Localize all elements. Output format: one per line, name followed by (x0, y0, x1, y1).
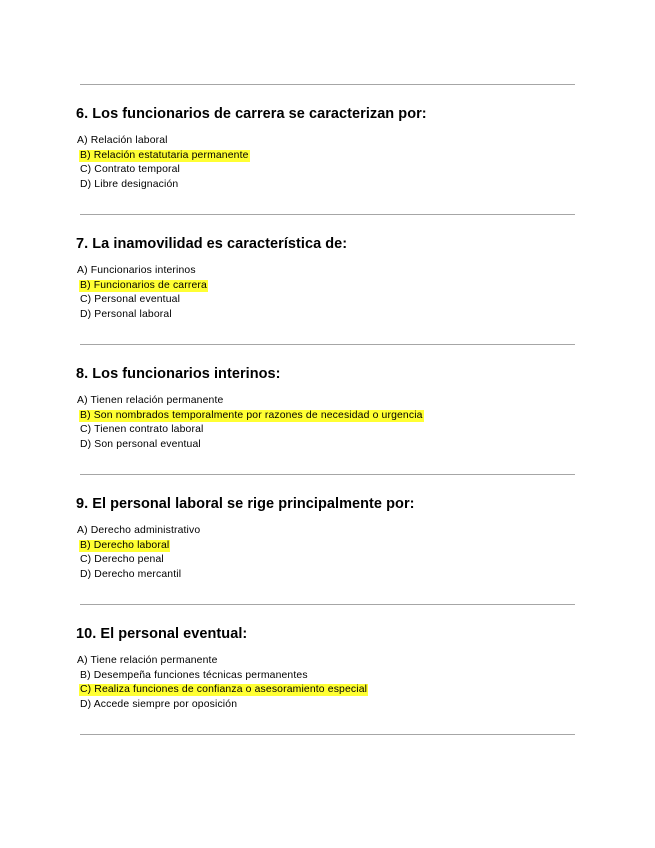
question-7 (76, 235, 596, 322)
option-d: D) Son personal eventual (80, 438, 201, 450)
divider (80, 474, 575, 475)
option-d: D) Personal laboral (80, 308, 172, 320)
option-a: A) Tiene relación permanente (77, 655, 218, 666)
option-list (76, 264, 596, 322)
option-list (76, 394, 596, 452)
question-6 (76, 105, 596, 192)
question-title: 9. El personal laboral se rige principalmente por: (76, 496, 415, 512)
option-c: C) Derecho penal (80, 554, 164, 565)
option-b-correct: B) Funcionarios de carrera (80, 279, 207, 291)
option-list (76, 524, 596, 582)
question-title: 6. Los funcionarios de carrera se caracterizan por: (76, 106, 427, 122)
question-title: 10. El personal eventual: (76, 626, 248, 642)
option-list (76, 134, 596, 192)
option-b-correct: B) Relación estatutaria permanente (80, 149, 249, 161)
option-d: D) Accede siempre por oposición (80, 698, 238, 710)
option-b-correct: B) Derecho laboral (80, 539, 170, 551)
option-c: C) Personal eventual (80, 294, 181, 305)
option-b: B) Desempeña funciones técnicas permanentes (80, 669, 308, 681)
option-c-correct: C) Realiza funciones de confianza o asesoramiento especial (80, 684, 368, 695)
option-c: C) Tienen contrato laboral (80, 424, 204, 435)
question-title: 7. La inamovilidad es característica de: (76, 236, 348, 252)
divider (80, 604, 575, 605)
option-d: D) Derecho mercantil (80, 568, 182, 580)
divider (80, 734, 575, 735)
question-10 (76, 625, 596, 712)
divider (80, 344, 575, 345)
option-a: A) Tienen relación permanente (77, 395, 224, 406)
question-8 (76, 365, 596, 452)
question-title: 8. Los funcionarios interinos: (76, 366, 281, 382)
divider (80, 84, 575, 85)
option-a: A) Funcionarios interinos (77, 265, 196, 276)
question-9 (76, 495, 596, 582)
option-c: C) Contrato temporal (80, 164, 181, 175)
option-a: A) Relación laboral (77, 135, 168, 146)
option-a: A) Derecho administrativo (77, 525, 201, 536)
option-list (76, 654, 596, 712)
option-b-correct: B) Son nombrados temporalmente por razones de necesidad o urgencia (80, 409, 423, 421)
divider (80, 214, 575, 215)
option-d: D) Libre designación (80, 178, 179, 190)
